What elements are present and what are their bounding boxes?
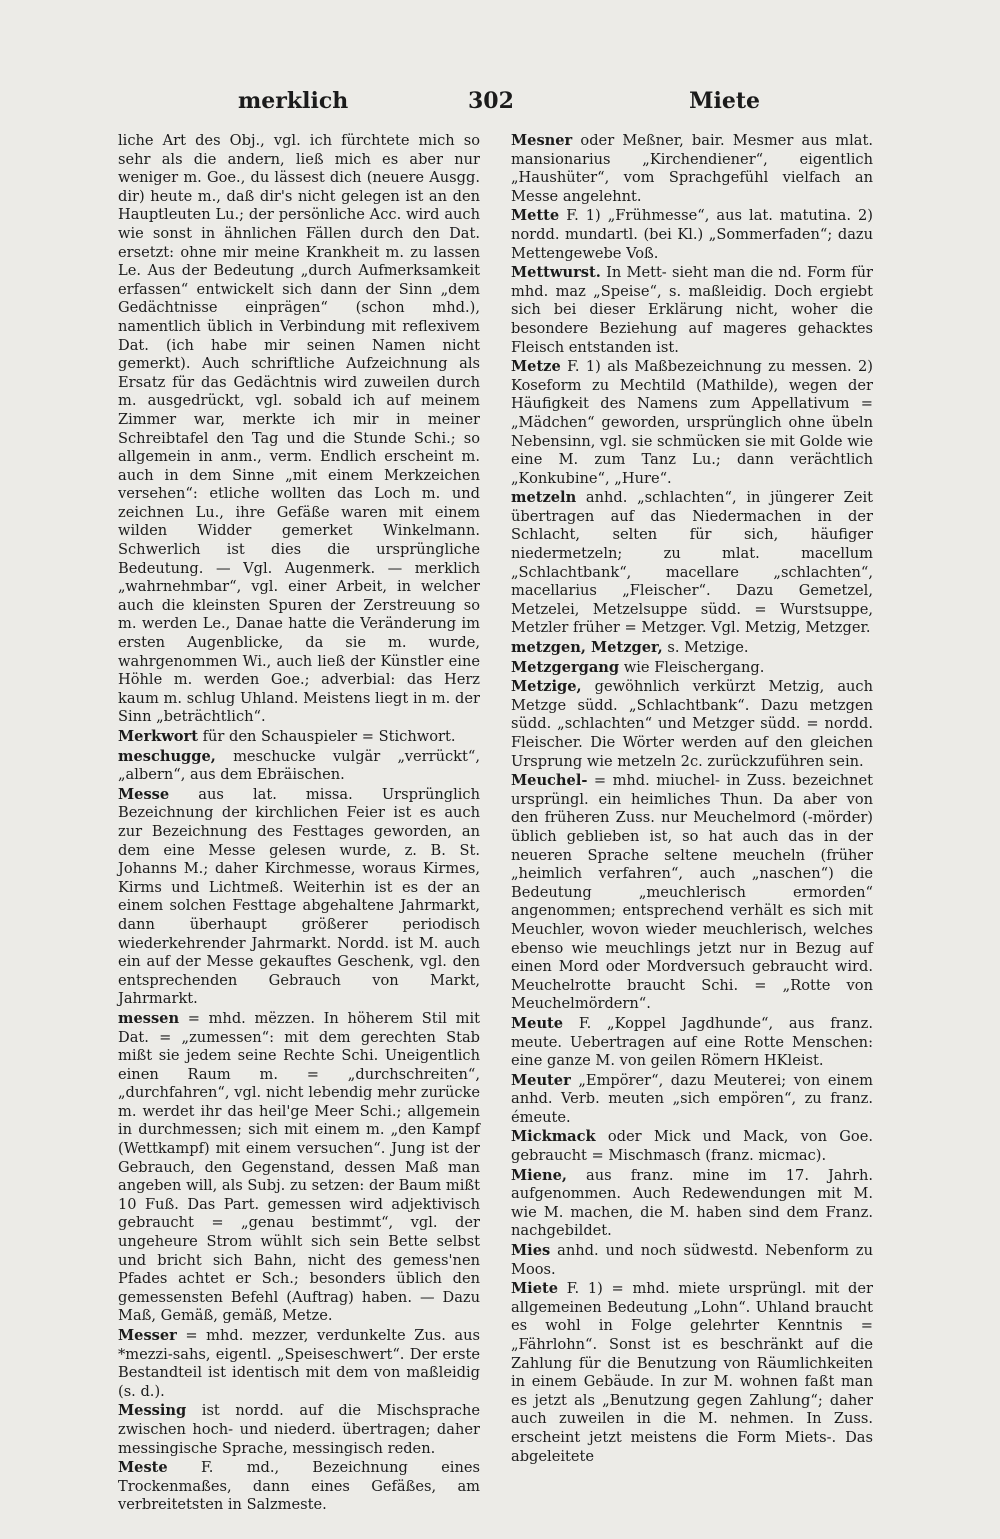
entry-lemma: Metze bbox=[511, 358, 561, 376]
dictionary-entry bbox=[511, 132, 873, 206]
entry-lemma: Metzige, bbox=[511, 678, 582, 696]
entry-text: meschucke vulgär „verrückt“, „albern“, aus dem Ebräischen. bbox=[118, 747, 480, 784]
dictionary-entry bbox=[511, 678, 873, 771]
dictionary-entry bbox=[511, 659, 873, 678]
entry-text: wie Fleischergang. bbox=[619, 658, 765, 676]
dictionary-entry bbox=[511, 264, 873, 357]
dictionary-entry bbox=[118, 132, 480, 727]
entry-text: anhd. und noch südwestd. Nebenform zu Moos. bbox=[511, 1242, 873, 1278]
dictionary-entry bbox=[511, 639, 873, 658]
entry-lemma: Meute bbox=[511, 1014, 564, 1032]
entry-text: F. 1) als Maßbezeichnung zu messen. 2) Koseform zu Mechtild (Mathilde), wegen der Häufigkeit des Namens zum Appellativum = „Mädchen“ geworden, ursprünglich ohne übeln Nebensinn, vgl. sie schmücken sie mit Golde wie eine M. zum Tanz Lu.; dann verächtlich „Konkubine“, „Hure“. bbox=[511, 358, 873, 487]
entry-text: s. Metzige. bbox=[662, 639, 749, 657]
entry-lemma: Miene, bbox=[511, 1166, 567, 1184]
entry-lemma: metzgen, Metzger, bbox=[511, 639, 663, 657]
entry-text: oder Mick und Mack, von Goe. gebraucht = Mischmasch (franz. micmac). bbox=[511, 1128, 873, 1165]
page-number: 302 bbox=[468, 88, 514, 114]
entry-text: F. „Koppel Jagdhunde“, aus franz. meute. Uebertragen auf eine Rotte Menschen: eine ganze M. von geilen Römern HKleist. bbox=[511, 1014, 873, 1070]
entry-text: F. md., Bezeichnung eines Trockenmaßes, dann eines Gefäßes, am verbreitetsten in Salzmeste. bbox=[118, 1459, 480, 1514]
left-column bbox=[118, 132, 480, 1516]
entry-lemma: meschugge, bbox=[118, 747, 216, 765]
right-headword: Miete bbox=[689, 88, 760, 114]
entry-text: = mhd. miuchel- in Zuss. bezeichnet ursprüngl. ein heimliches Thun. Da aber von den früheren Zuss. nur Meuchelmord (-mörder) üblich geblieben ist, so hat auch das in der neueren Sprache seltene meucheln (früher „heimlich verfahren“, auch „naschen“) die Bedeutung „meuchlerisch ermorden“ angenommen; entsprechend verhält es sich mit Meuchler, wovon wieder meuchlerisch, welches ebenso wie meuchlings jetzt nur in Bezug auf einen Mord oder Mordversuch gebraucht wird. Meuchelrotte braucht Schi. = „Rotte von Meuchelmördern“. bbox=[511, 772, 873, 1013]
entry-text: „Empörer“, dazu Meuterei; von einem anhd. Verb. meuten „sich empören“, zu franz. émeute. bbox=[511, 1071, 873, 1126]
entry-lemma: Meste bbox=[118, 1459, 168, 1477]
dictionary-entry bbox=[118, 1010, 480, 1326]
entry-text: aus lat. missa. Ursprünglich Bezeichnung der kirchlichen Feier ist es auch zur Bezeichnung des Festtages geworden, an dem eine Messe gelesen wurde, z. B. St. Johanns M.; daher Kirchmesse, woraus Kirmes, Kirms und Lichtmeß. Weiterhin ist es der an einem solchen Festtage abgehaltene Jahrmarkt, dann überhaupt größerer periodisch wiederkehrender Jahrmarkt. Nordd. ist M. auch ein auf der Messe gekauftes Geschenk, vgl. den entsprechenden Gebrauch von Markt, Jahrmarkt. bbox=[118, 785, 480, 1008]
right-column bbox=[511, 132, 873, 1467]
dictionary-entry bbox=[511, 207, 873, 263]
dictionary-entry bbox=[118, 1402, 480, 1458]
entry-lemma: Miete bbox=[511, 1280, 559, 1298]
dictionary-entry bbox=[511, 772, 873, 1014]
dictionary-entry bbox=[511, 1128, 873, 1165]
entry-lemma: Messer bbox=[118, 1327, 177, 1344]
entry-lemma: Merkwort bbox=[118, 728, 198, 745]
entry-text: oder Meßner, bair. Mesmer aus mlat. mansionarius „Kirchendiener“, eigentlich „Haushüter“, vom Sprachgefühl vielfach an Messe angelehnt. bbox=[511, 132, 873, 205]
entry-lemma: Meuchel- bbox=[511, 772, 588, 790]
entry-text: ist nordd. auf die Mischsprache zwischen hoch- und niederd. übertragen; daher messingische Sprache, messingisch reden. bbox=[118, 1402, 480, 1457]
entry-text: gewöhnlich verkürzt Metzig, auch Metzge südd. „Schlachtbank“. Dazu metzgen südd. „schlachten“ und Metzger südd. = nordd. Fleischer. Die Wörter werden auf den gleichen Ursprung wie metzeln 2c. zurückzuführen sein. bbox=[511, 678, 873, 770]
dictionary-entry bbox=[511, 1280, 873, 1466]
entry-text: aus franz. mine im 17. Jahrh. aufgenommen. Auch Redewendungen mit M. wie M. machen, die M. haben sind dem Franz. nachgebildet. bbox=[511, 1166, 873, 1240]
entry-text: für den Schauspieler = Stichwort. bbox=[197, 728, 456, 745]
entry-text: liche Art des Obj., vgl. ich fürchtete mich so sehr als die andern, ließ mich es aber nur weniger m. Goe., du lässest dich (neuere Ausgg. dir) heute m., daß dir's nicht gelegen ist an den Hauptleuten Lu.; der persönliche Acc. wird auch wie sonst in ähnlichen Fällen durch den Dat. ersetzt: ohne mir meine Krankheit m. zu lassen Le. Aus der Bedeutung „durch Aufmerksamkeit erfassen“ entwickelt sich dann der Sinn „dem Gedächtnisse einprägen“ (schon mhd.), namentlich üblich in Verbindung mit reflexivem Dat. (ich habe mir seinen Namen nicht gemerkt). Auch schriftliche Aufzeichnung als Ersatz für das Gedächtnis wird zuweilen durch m. ausgedrückt, vgl. sobald ich auf meinem Zimmer war, merkte ich mir in meiner Schreibtafel den Tag und die Stunde Schi.; so allgemein in anm., verm. Endlich erscheint m. auch in dem Sinne „mit einem Merkzeichen versehen“: etliche wollten das Loch m. und zeichnen Lu., ihre Gefäße waren mit einem wilden Widder gemerket Winkelmann. Schwerlich ist dies die ursprüngliche Bedeutung. — Vgl. Augenmerk. — merklich „wahrnehmbar“, vgl. einer Arbeit, in welcher auch die kleinsten Spuren der Zerstreuung so m. werden Le., Danae hatte die Veränderung im ersten Augenblicke, da sie m. wurde, wahrgenommen Wi., auch ließ der Künstler eine Höhle m. werden Goe.; adverbial: das Herz kaum m. schlug Uhland. Meistens liegt in m. der Sinn „beträchtlich“. bbox=[118, 132, 480, 726]
entry-text: F. 1) „Frühmesse“, aus lat. matutina. 2) nordd. mundartl. (bei Kl.) „Sommerfaden“; dazu Mettengewebe Voß. bbox=[511, 207, 873, 262]
running-header bbox=[0, 88, 1000, 122]
entry-lemma: Messing bbox=[118, 1402, 187, 1420]
entry-lemma: Mette bbox=[511, 207, 560, 225]
entry-lemma: Messe bbox=[118, 785, 170, 803]
dictionary-entry bbox=[511, 1015, 873, 1071]
dictionary-entry bbox=[511, 1072, 873, 1128]
dictionary-entry bbox=[118, 748, 480, 785]
entry-text: anhd. „schlachten“, in jüngerer Zeit übertragen auf das Niedermachen in der Schlacht, selten für sich, häufiger niedermetzeln; zu mlat. macellum „Schlachtbank“, macellare „schlachten“, macellarius „Fleischer“. Dazu Gemetzel, Metzelei, Metzelsuppe südd. = Wurstsuppe, Metzler früher = Metzger. Vgl. Metzig, Metzger. bbox=[511, 489, 873, 637]
entry-lemma: Mies bbox=[511, 1242, 551, 1260]
left-headword: merklich bbox=[238, 88, 349, 114]
dictionary-entry bbox=[118, 1327, 480, 1401]
entry-text: = mhd. mëzzen. In höherem Stil mit Dat. = „zumessen“: mit dem gerechten Stab mißt sie jedem seine Rechte Schi. Uneigentlich einen Raum m. = „durchschreiten“, „durchfahren“, vgl. nicht lebendig mehr zurücke m. werdet ihr das heil'ge Meer Schi.; allgemein in durchmessen; sich mit einem m. „den Kampf (Wettkampf) mit einem versuchen“. Jung ist der Gebrauch, den Gegenstand, dessen Maß man angeben will, als Subj. zu setzen: der Baum mißt 10 Fuß. Das Part. gemessen wird adjektivisch gebraucht = „genau bestimmt“, vgl. der ungeheure Strom wühlt sich sein Bette selbst und bricht sich Bahn, nicht des gemess'nen Pfades achtet er Sch.; besonders üblich den gemessensten Befehl (Auftrag) haben. — Dazu Maß, Gemäß, gemäß, Metze. bbox=[118, 1009, 480, 1325]
entry-lemma: messen bbox=[118, 1009, 180, 1027]
entry-lemma: Mettwurst. bbox=[511, 264, 601, 282]
dictionary-entry bbox=[511, 358, 873, 488]
dictionary-entry bbox=[118, 728, 480, 747]
dictionary-entry bbox=[511, 489, 873, 638]
dictionary-entry bbox=[511, 1167, 873, 1241]
dictionary-entry bbox=[118, 786, 480, 1009]
entry-text: F. 1) = mhd. miete ursprüngl. mit der allgemeinen Bedeutung „Lohn“. Uhland braucht es wohl in Folge gelehrter Kenntnis = „Fährlohn“. Sonst ist es beschränkt auf die Zahlung für die Benutzung von Räumlichkeiten in einem Gebäude. In zur M. wohnen faßt man es jetzt als „Benutzung gegen Zahlung“; daher auch zuweilen in die M. nehmen. In Zuss. erscheint jetzt meistens die Form Miets-. Das abgeleitete bbox=[511, 1280, 873, 1465]
entry-text: = mhd. mezzer, verdunkelte Zus. aus *mezzi-sahs, eigentl. „Speiseschwert“. Der erste Bestandteil ist identisch mit dem von maßleidig (s. d.). bbox=[118, 1327, 480, 1400]
entry-text: In Mett- sieht man die nd. Form für mhd. maz „Speise“, s. maßleidig. Doch ergiebt sich bei dieser Erklärung nicht, woher die besondere Beziehung auf mageres gehacktes Fleisch entstanden ist. bbox=[511, 264, 873, 356]
entry-lemma: Mickmack bbox=[511, 1128, 596, 1146]
entry-lemma: Mesner bbox=[511, 132, 573, 149]
entry-lemma: Meuter bbox=[511, 1071, 571, 1089]
entry-lemma: metzeln bbox=[511, 489, 577, 507]
entry-lemma: Metzgergang bbox=[511, 658, 620, 676]
dictionary-entry bbox=[511, 1242, 873, 1279]
dictionary-entry bbox=[118, 1459, 480, 1515]
